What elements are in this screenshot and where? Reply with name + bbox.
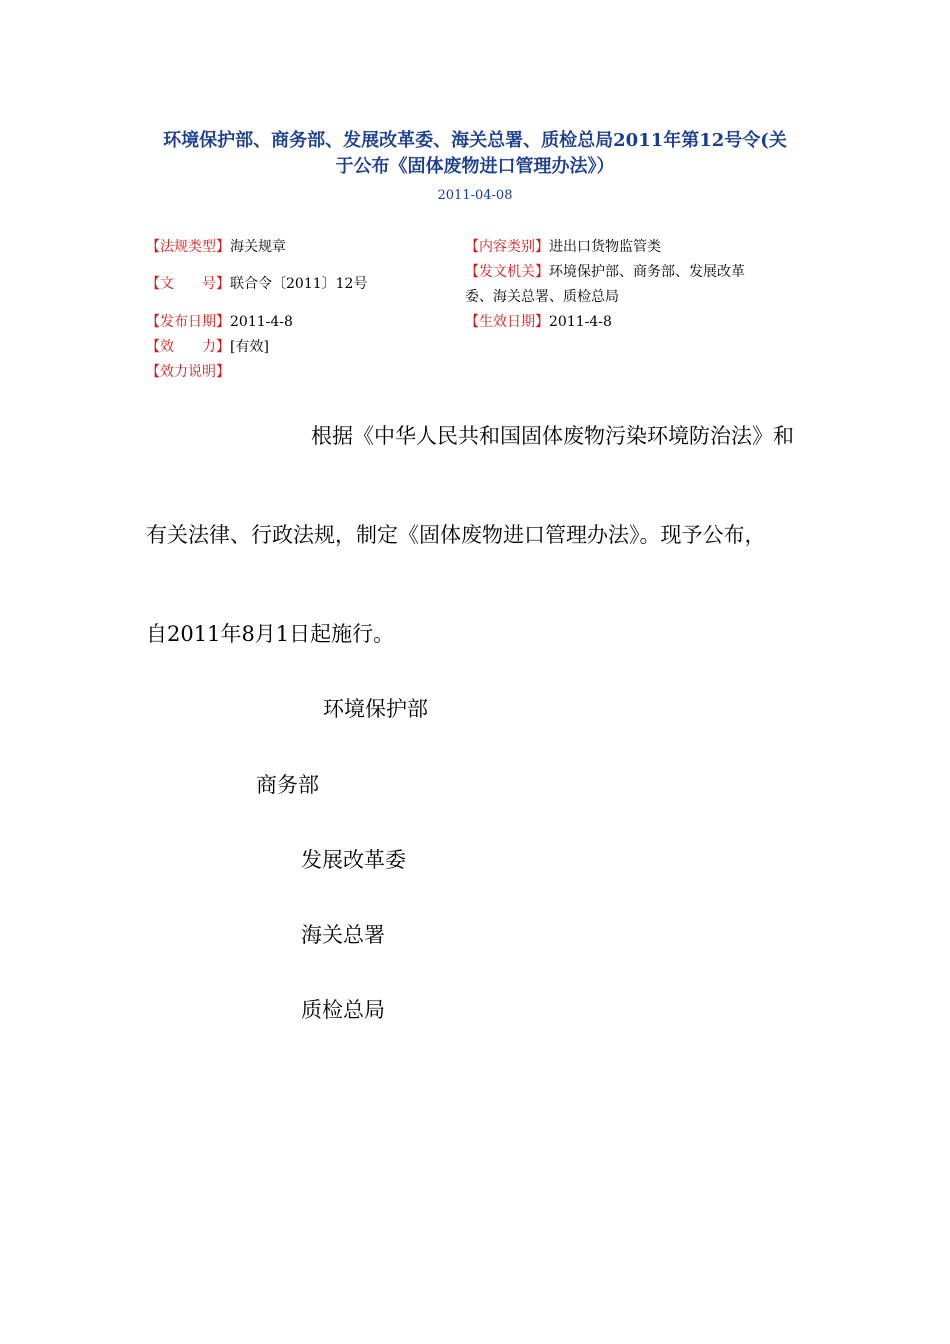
document-date: 2011-04-08 <box>437 188 513 203</box>
body-line-3: 自2011年8月1日起施行。 <box>146 622 395 646</box>
meta-pub-value: 2011-4-8 <box>230 314 293 330</box>
meta-issuer <box>465 260 805 310</box>
meta-content <box>465 235 661 260</box>
meta-eff-value: 2011-4-8 <box>549 314 612 330</box>
signatory-customs: 海关总署 <box>301 923 385 947</box>
meta-note <box>146 360 230 385</box>
body-line-2: 有关法律、行政法规，制定《固体废物进口管理办法》。现予公布， <box>146 523 766 547</box>
meta-issuer-label: 【发文机关】 <box>465 264 549 280</box>
meta-content-label: 【内容类别】 <box>465 239 549 255</box>
meta-issuer-value-2: 委、海关总署、质检总局 <box>465 289 619 305</box>
meta-type-label: 【法规类型】 <box>146 239 230 255</box>
title-line-2: 于公布《固体废物进口管理办法》） <box>335 156 615 177</box>
document-title <box>120 128 830 180</box>
meta-docno-value: 联合令〔2011〕12号 <box>230 276 368 292</box>
signatory-ndrc: 发展改革委 <box>301 848 406 872</box>
meta-content-value: 进出口货物监管类 <box>549 239 661 255</box>
meta-eff-label: 【生效日期】 <box>465 314 549 330</box>
meta-force-value: [有效] <box>230 339 269 355</box>
meta-issuer-value-1: 环境保护部、商务部、发展改革 <box>549 264 745 280</box>
meta-force-label: 【效 力】 <box>146 339 230 355</box>
meta-type-value: 海关规章 <box>230 239 286 255</box>
title-line-1: 环境保护部、商务部、发展改革委、海关总署、质检总局2011年第12号令(关 <box>163 130 787 151</box>
meta-note-label: 【效力说明】 <box>146 364 230 380</box>
meta-docno-label: 【文 号】 <box>146 276 230 292</box>
meta-force <box>146 335 269 360</box>
signatory-aqsiq: 质检总局 <box>301 998 385 1022</box>
meta-eff-date <box>465 310 612 335</box>
signatory-mofcom: 商务部 <box>256 773 319 797</box>
signatory-mep: 环境保护部 <box>323 697 428 721</box>
meta-type <box>146 235 286 260</box>
meta-docno <box>146 272 367 297</box>
body-line-1: 根据《中华人民共和国固体废物污染环境防治法》和 <box>311 424 794 448</box>
meta-pub-date <box>146 310 293 335</box>
meta-pub-label: 【发布日期】 <box>146 314 230 330</box>
